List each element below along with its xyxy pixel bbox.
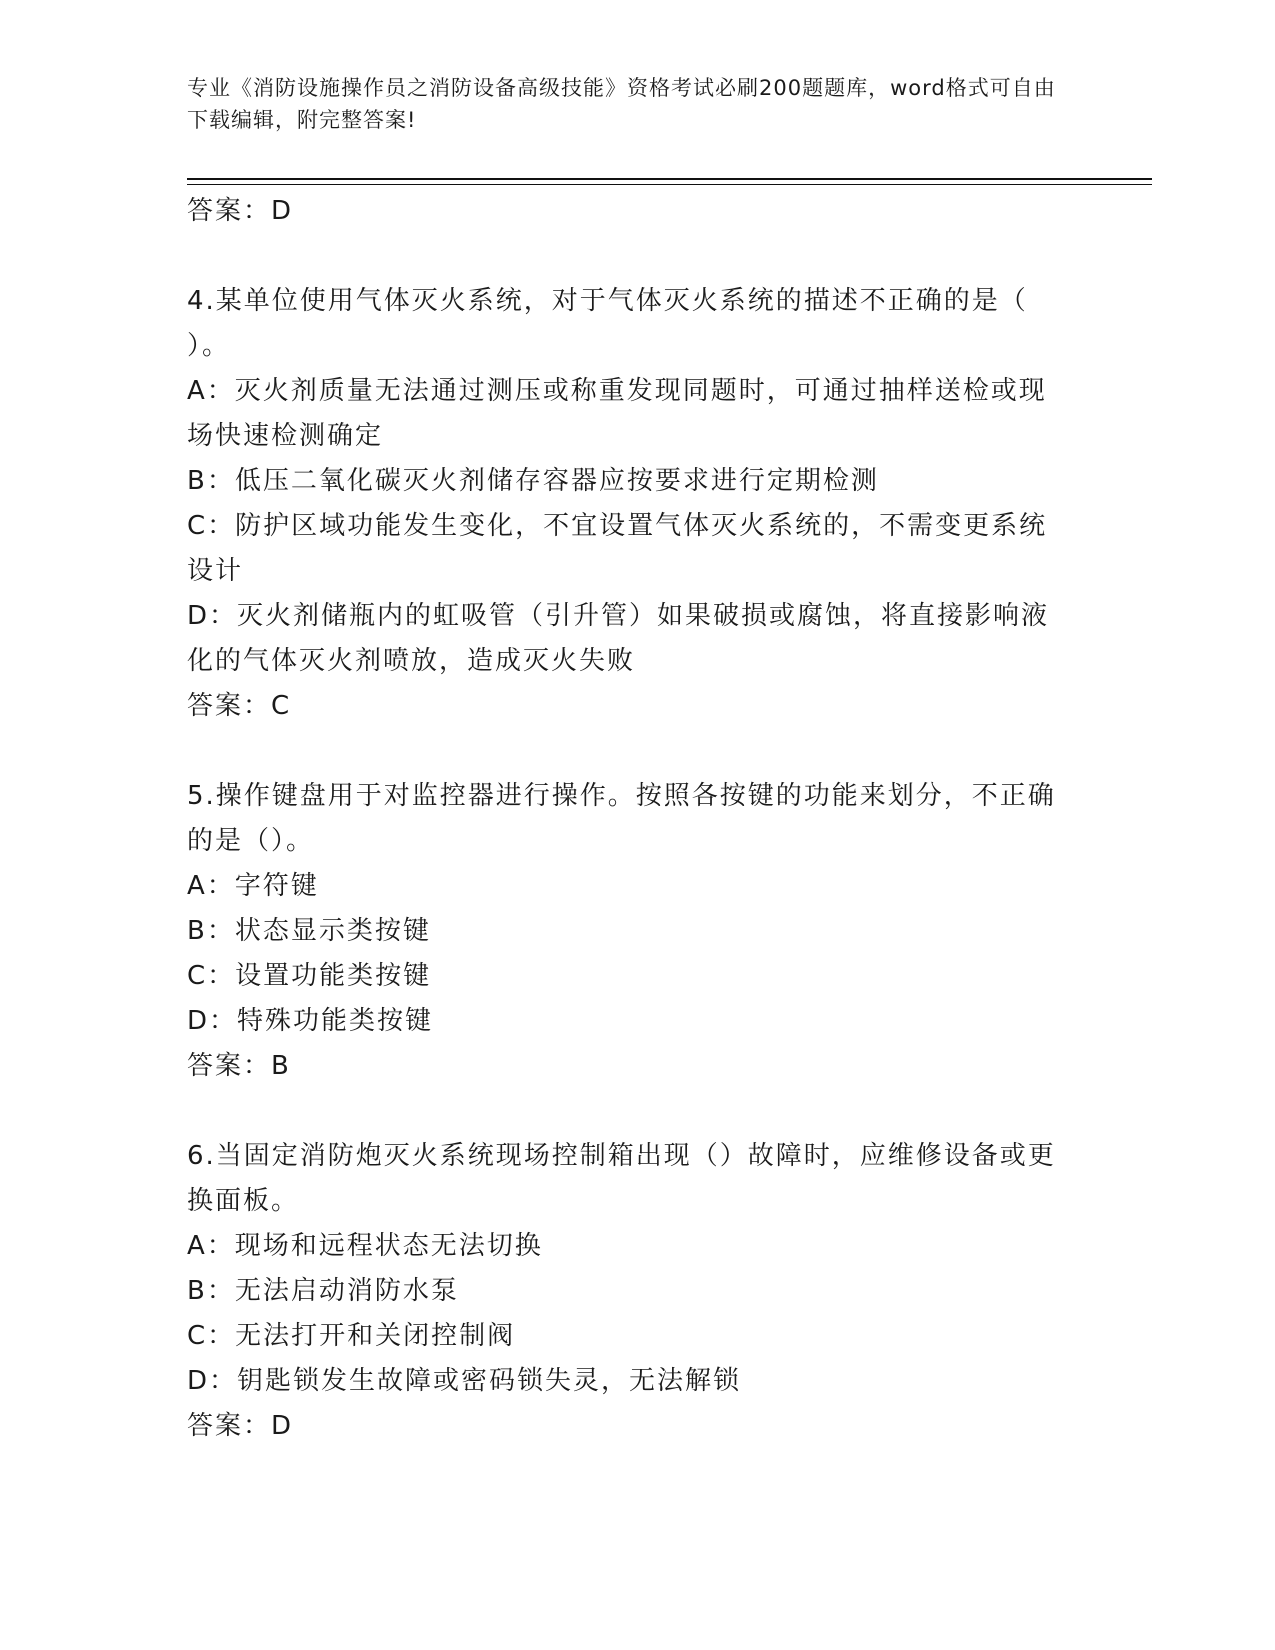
option-d: D：特殊功能类按键 <box>187 1006 434 1036</box>
option-b: B：状态显示类按键 <box>187 916 431 946</box>
spacer <box>187 729 1067 774</box>
header-rule-thin <box>187 184 1152 185</box>
option-a: A：现场和远程状态无法切换 <box>187 1231 543 1261</box>
option-b: B：无法启动消防水泵 <box>187 1276 459 1306</box>
question-stem: 6.当固定消防炮灭火系统现场控制箱出现（）故障时，应维修设备或更换面板。 <box>187 1141 1056 1216</box>
option-c: C：无法打开和关闭控制阀 <box>187 1321 516 1351</box>
page-header: 专业《消防设施操作员之消防设备高级技能》资格考试必刷200题题库，word格式可自由下载编辑，附完整答案! <box>187 76 1056 132</box>
option-c: C：设置功能类按键 <box>187 961 432 991</box>
spacer <box>187 1089 1067 1134</box>
option-d: D：灭火剂储瓶内的虹吸管（引升管）如果破损或腐蚀，将直接影响液化的气体灭火剂喷放，造成灭火失败 <box>187 601 1050 676</box>
question-stem: 4.某单位使用气体灭火系统，对于气体灭火系统的描述不正确的是（ ）。 <box>187 286 1028 361</box>
header-rule-thick <box>187 178 1152 180</box>
question-answer: 答案：C <box>187 691 292 721</box>
option-b: B：低压二氧化碳灭火剂储存容器应按要求进行定期检测 <box>187 466 879 496</box>
question-block <box>187 774 1067 1089</box>
question-stem: 5.操作键盘用于对监控器进行操作。按照各按键的功能来划分，不正确的是（）。 <box>187 781 1056 856</box>
question-answer: 答案：D <box>187 1411 294 1441</box>
option-d: D：钥匙锁发生故障或密码锁失灵，无法解锁 <box>187 1366 742 1396</box>
option-a: A：灭火剂质量无法通过测压或称重发现同题时，可通过抽样送检或现场快速检测确定 <box>187 376 1047 451</box>
question-block <box>187 1134 1067 1449</box>
question-answer: 答案：B <box>187 1051 291 1081</box>
question-list <box>187 189 1067 1449</box>
spacer <box>187 234 1067 279</box>
previous-answer: 答案：D <box>187 196 294 226</box>
option-a: A：字符键 <box>187 871 319 901</box>
option-c: C：防护区域功能发生变化，不宜设置气体灭火系统的，不需变更系统设计 <box>187 511 1048 586</box>
question-block <box>187 279 1067 729</box>
